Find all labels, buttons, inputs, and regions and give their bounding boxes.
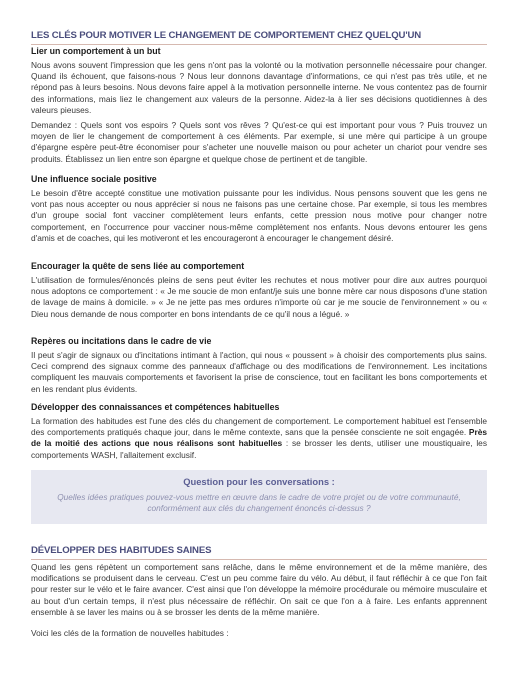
bold-emphasis: Près de la moitié des actions que nous réalisons sont habituelles — [31, 427, 487, 449]
section-paragraph: L'utilisation de formules/énoncés pleins de sens peut éviter les rechutes et nous motiver pour dire aux autres pourquoi nous adoptons ce comportement : « Je me soucie de mon enfant/je suis une bonne mère car nous disposons d'une station de lavage de mains à domicile. » « Je ne jette pas mes ordures n'importe où car je me soucie de l'environnement » ou « Dieu nous demande de nous comporter en bons intendants de ce qu'il nous a légué. » — [31, 275, 487, 319]
section-paragraph: Quand les gens répètent un comportement sans relâche, dans le même environnement et de la même manière, des modifications se produisent dans le cerveau. C'est un peu comme faire du vélo. Au début, il faut réfléchir à ce que l'on fait pour rester sur le vélo et le faire avancer. C'est ainsi que l'on développe la mémoire procédurale ou mémoire musculaire et au bout d'un certain temps, il n'est plus nécessaire de réfléchir. On sait ce que l'on a à faire. Les enfants apprennent ensemble à se laver les mains ou à se brosser les dents de la même manière. — [31, 562, 487, 617]
callout-question: Quelles idées pratiques pouvez-vous mettre en œuvre dans le cadre de votre projet ou de votre communauté, conformément aux clés du changement énoncés ci-dessus ? — [57, 492, 461, 513]
section-social-influence — [31, 174, 487, 244]
section-title-habits: DÉVELOPPER DES HABITUDES SAINES — [31, 545, 487, 560]
section-meaning — [31, 261, 487, 320]
section-paragraph: Demandez : Quels sont vos espoirs ? Quels sont vos rêves ? Qu'est-ce qui est important pour vous ? Puis trouvez un moyen de lier le changement de comportement à ces éléments. Par exemple, si une mère qui participe à un groupe d'épargne espère peut-être économiser pour s'acheter une nouvelle maison ou pour acheter un chariot pour vendre ses produits. Établissez un lien entre son épargne et quelque chose de pertinent et de tangible. — [31, 120, 487, 164]
section-paragraph: Nous avons souvent l'impression que les gens n'ont pas la volonté ou la motivation personnelle nécessaire pour changer. Quand ils échouent, que faisons-nous ? Nous leur donnons davantage d'informations, ce qui n'est pas très utile, et ne répond pas à leurs besoins. Nous devons faire appel à la motivation personnelle interne. Ne vous contentez pas de fournir des informations, mais liez le changement aux valeurs de la personne. Aidez-la à lier ses décisions quotidiennes à des valeurs pieuses. — [31, 60, 487, 115]
paragraph-text-tail: : se brosser les dents, utiliser une moustiquaire, les comportements WASH, l'allaitement exclusif. — [31, 438, 487, 460]
section-heading: Repères ou incitations dans le cadre de vie — [31, 336, 212, 346]
section-cues — [31, 336, 487, 395]
section-paragraph: Voici les clés de la formation de nouvelles habitudes : — [31, 628, 229, 639]
question-callout — [31, 470, 487, 524]
section-goal — [31, 46, 487, 165]
section-paragraph: Le besoin d'être accepté constitue une motivation puissante pour les individus. Nous pensons souvent que les gens ne vont pas nous accepter ou nous apprécier si nous ne faisons pas une certaine chose. Par exemple, si tous les membres d'un groupe social font vacciner complètement leurs enfants, cette pression nous motive pour changer notre comportement, en l'occurrence pour vacciner nous-même complètement nos enfants. Nous devons entourer les gens d'amis et de coaches, qui les motiveront et les encourageront à encourager le changement désiré. — [31, 188, 487, 243]
section-habits-skills — [31, 402, 487, 461]
section-heading: Une influence sociale positive — [31, 174, 157, 184]
section-heading: Développer des connaissances et compétences habituelles — [31, 402, 280, 412]
section-heading: Lier un comportement à un but — [31, 46, 161, 56]
section-paragraph: Il peut s'agir de signaux ou d'incitations intimant à l'action, qui nous « poussent » à choisir des comportements plus sains. Ceci comprend des signaux comme des panneaux d'affichage ou des modifications de l'environnement. Les incitations compliquent les mauvais comportements et favorisent la prise de conscience, tout en facilitant les bons comportements et en les rendant plus évidents. — [31, 350, 487, 394]
section-heading: Encourager la quête de sens liée au comportement — [31, 261, 245, 271]
section-healthy-habits — [31, 562, 487, 639]
callout-title: Question pour les conversations : — [183, 476, 335, 487]
main-title: LES CLÉS POUR MOTIVER LE CHANGEMENT DE COMPORTEMENT CHEZ QUELQU'UN — [31, 30, 487, 45]
section-paragraph — [31, 416, 487, 461]
paragraph-text: La formation des habitudes est l'une des clés du changement de comportement. Le comportement habituel est l'ensemble des comportements pratiqués chaque jour, dans le même contexte, sans que la pensée consciente ne soit engagée. — [31, 416, 487, 438]
